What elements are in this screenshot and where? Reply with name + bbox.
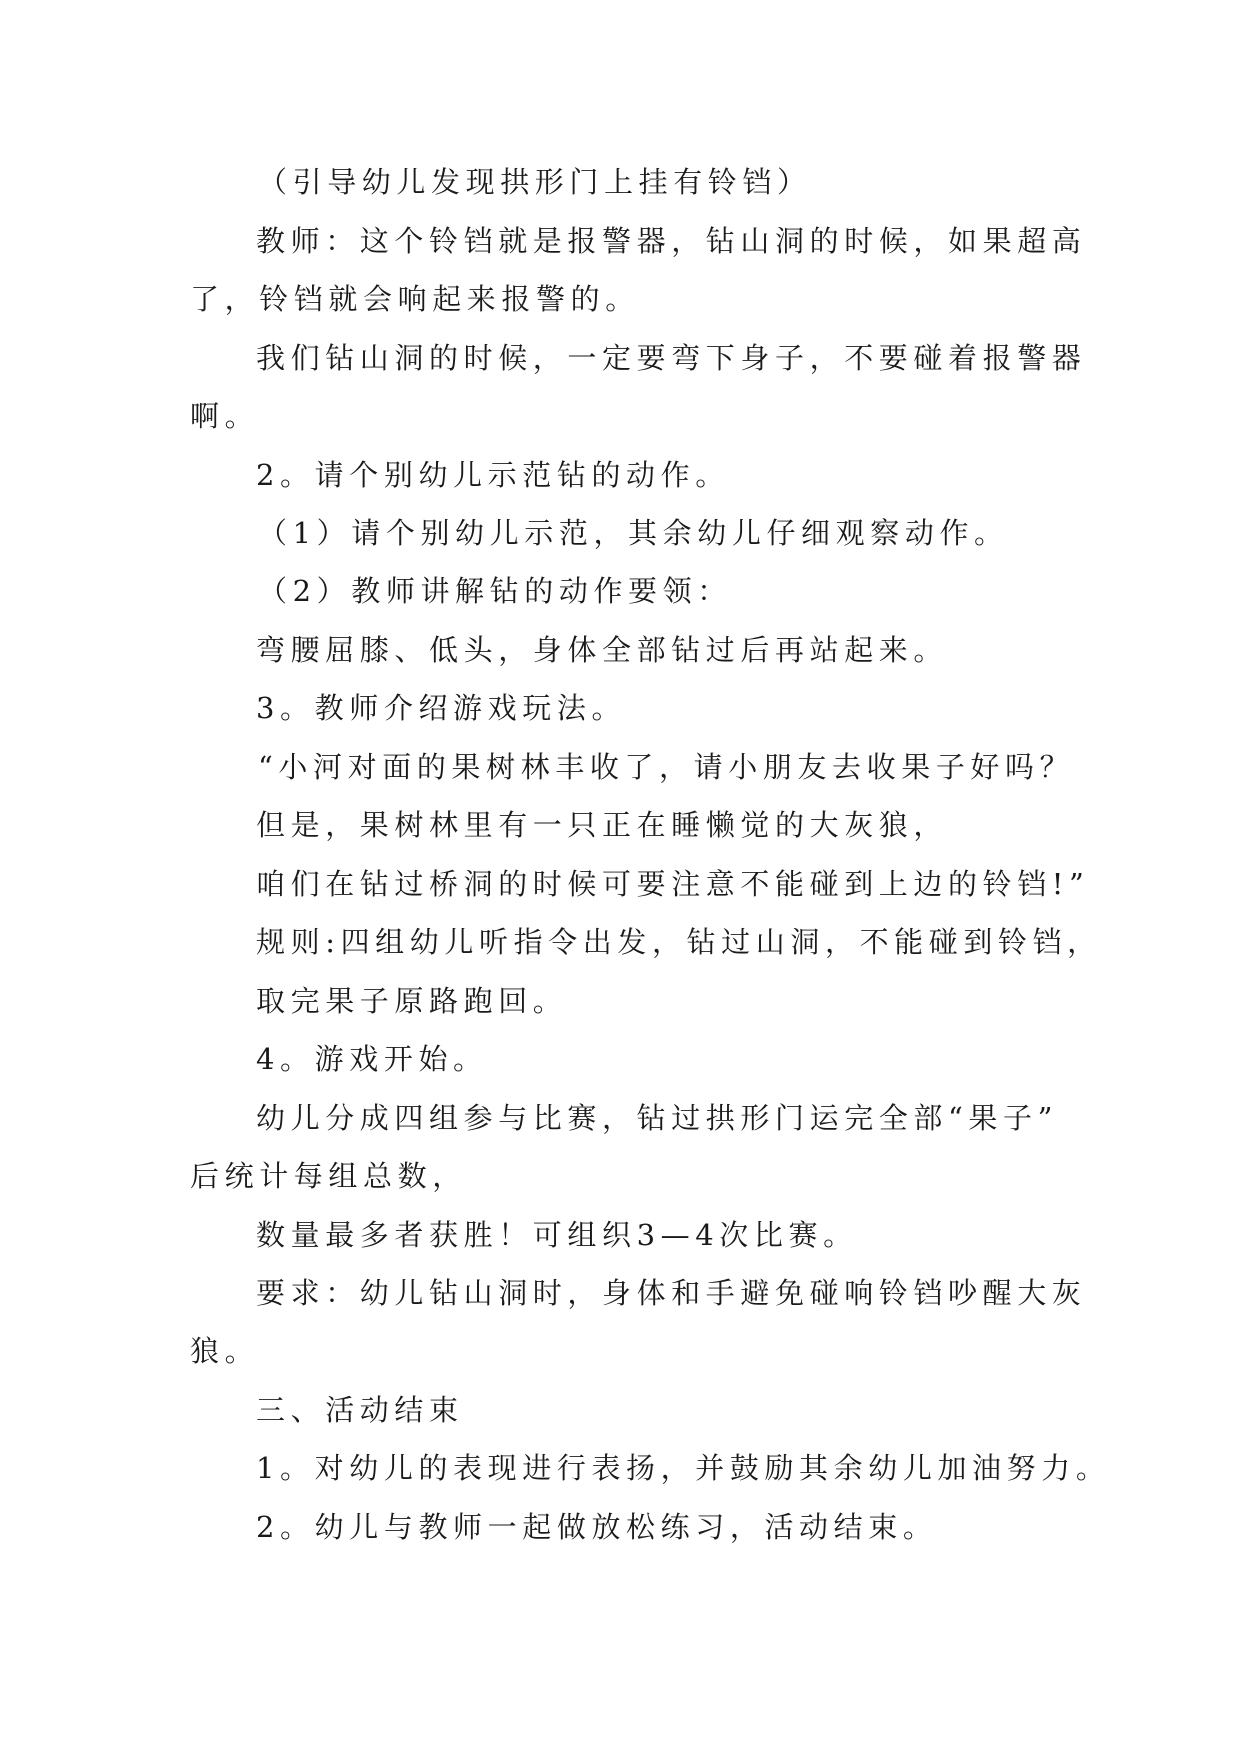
text-line: 了，铃铛就会响起来报警的。 [190, 282, 640, 316]
text-line: 2。请个别幼儿示范钻的动作。 [256, 458, 730, 492]
text-line: 要求：幼儿钻山洞时，身体和手避免碰响铃铛吵醒大灰 [256, 1276, 1087, 1310]
text-line: 1。对幼儿的表现进行表扬，并鼓励其余幼儿加油努力。 [256, 1451, 1111, 1485]
section-heading: 三、活动结束 [256, 1393, 464, 1427]
text-line: 我们钻山洞的时候，一定要弯下身子，不要碰着报警器 [256, 341, 1087, 375]
text-line: 数量最多者获胜！可组织3—4次比赛。 [256, 1218, 858, 1252]
text-line: 2。幼儿与教师一起做放松练习，活动结束。 [256, 1510, 938, 1544]
text-line: 啊。 [190, 399, 260, 433]
text-line: 弯腰屈膝、低头，身体全部钻过后再站起来。 [256, 633, 949, 667]
text-line: 教师：这个铃铛就是报警器，钻山洞的时候，如果超高 [256, 224, 1087, 258]
text-line: （1）请个别幼儿示范，其余幼儿仔细观察动作。 [258, 516, 1009, 550]
text-line: 幼儿分成四组参与比赛，钻过拱形门运完全部“果子” [256, 1101, 1059, 1135]
text-line: “小河对面的果树林丰收了，请小朋友去收果子好吗？ [258, 750, 1075, 784]
text-line: 规则:四组幼儿听指令出发，钻过山洞，不能碰到铃铛， [256, 925, 1102, 959]
text-line: 取完果子原路跑回。 [256, 984, 568, 1018]
text-line: 4。游戏开始。 [256, 1042, 488, 1076]
text-line: 咱们在钻过桥洞的时候可要注意不能碰到上边的铃铛!” [256, 867, 1090, 901]
text-line: 后统计每组总数， [190, 1159, 467, 1193]
text-line: 狼。 [190, 1334, 260, 1368]
text-line: （2）教师讲解钻的动作要领： [258, 574, 732, 608]
text-line: 3。教师介绍游戏玩法。 [256, 691, 627, 725]
text-line: （引导幼儿发现拱形门上挂有铃铛） [258, 165, 812, 199]
text-line: 但是，果树林里有一只正在睡懒觉的大灰狼， [256, 808, 949, 842]
